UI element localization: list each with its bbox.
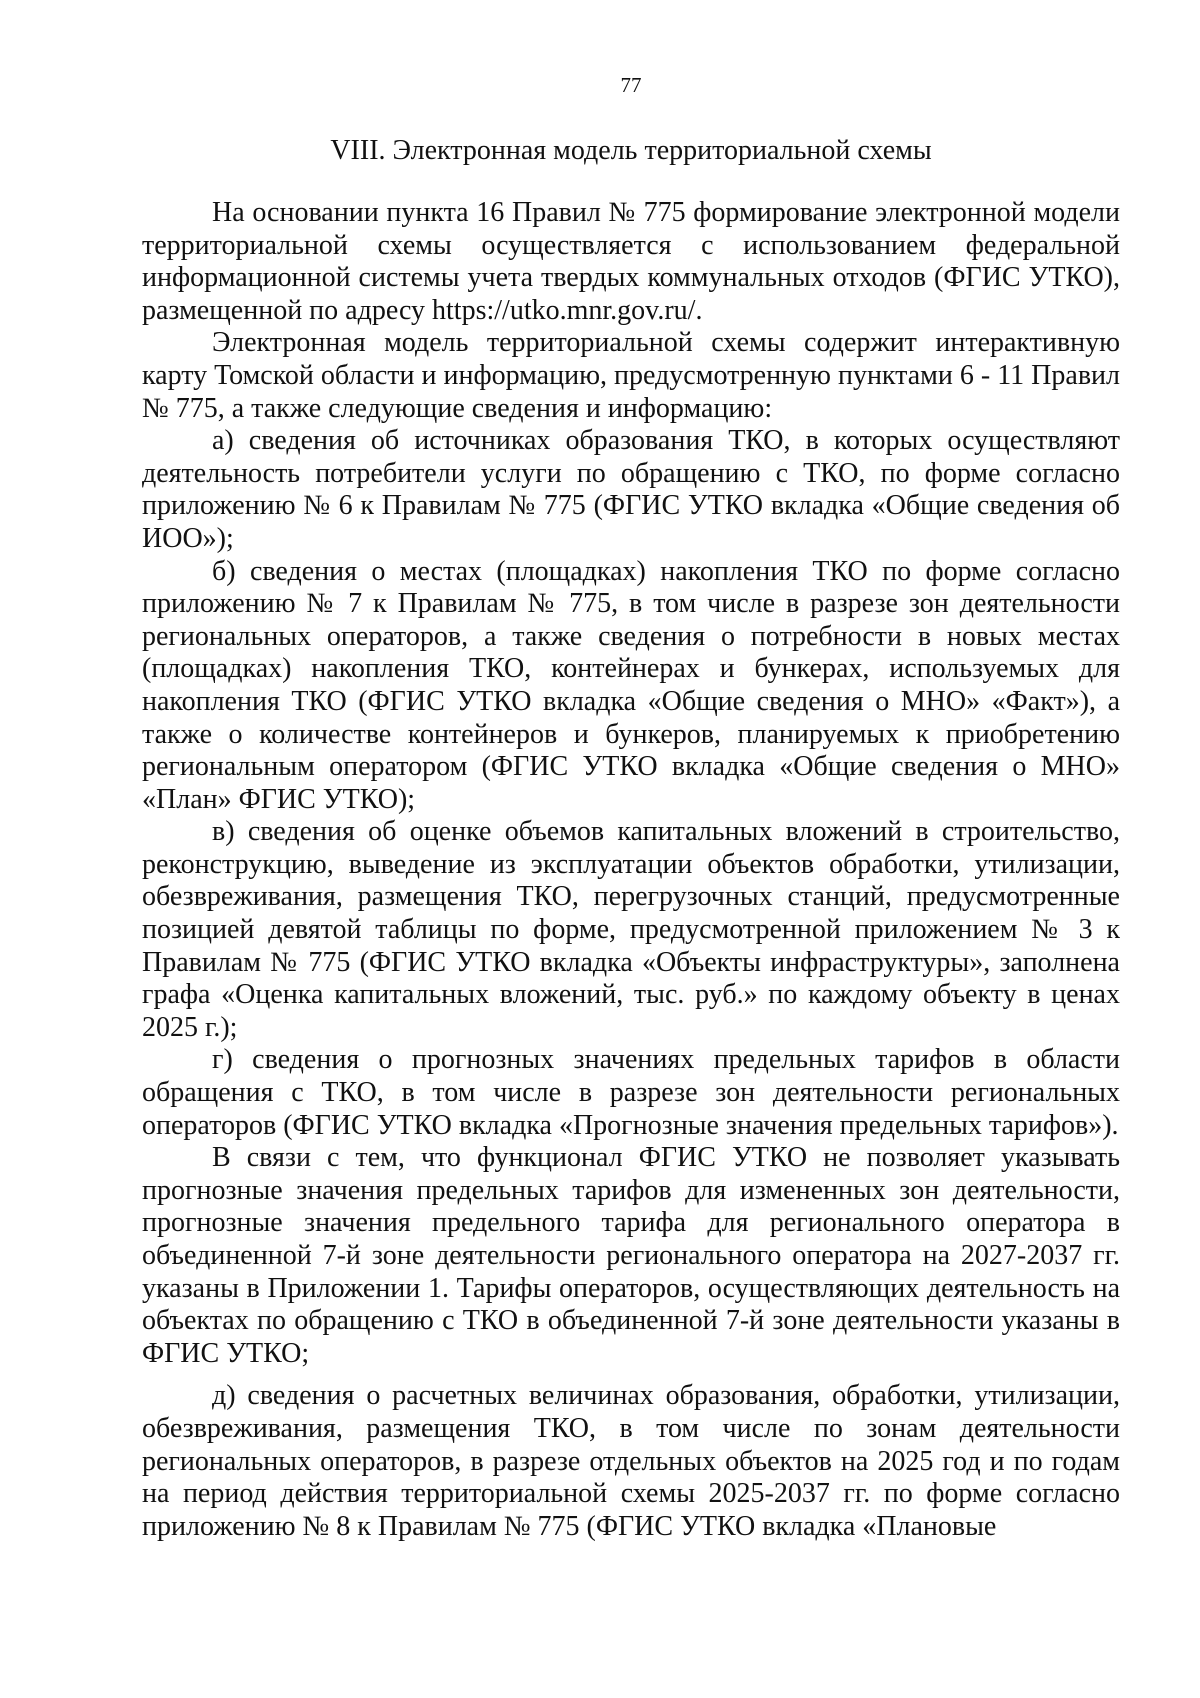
paragraph-item-a: а) сведения об источниках образования ТКО, в которых осуществляют деятельность потребители услуги по обращению с ТКО, по форме согласно приложению № 6 к Правилам № 775 (ФГИС УТКО вкладка «Общие сведения об ИОО»);: [142, 425, 1120, 554]
section-title: VIII. Электронная модель территориальной схемы: [330, 135, 932, 166]
paragraph-item-b: б) сведения о местах (площадках) накопления ТКО по форме согласно приложению № 7 к Правилам № 775, в том числе в разрезе зон деятельности региональных операторов, а также сведения о потребности в новых местах (площадках) накопления ТКО, контейнерах и бункерах, используемых для накопления ТКО (ФГИС УТКО вкладка «Общие сведения о МНО» «Факт»), а также о количестве контейнеров и бункеров, планируемых к приобретению региональным оператором (ФГИС УТКО вкладка «Общие сведения о МНО» «План» ФГИС УТКО);: [142, 555, 1120, 815]
paragraph-item-d: д) сведения о расчетных величинах образования, обработки, утилизации, обезвреживания, размещения ТКО, в том числе по зонам деятельности региональных операторов, в разрезе отдельных объектов на 2025 год и по годам на период действия территориальной схемы 2025-2037 гг. по форме согласно приложению № 8 к Правилам № 775 (ФГИС УТКО вкладка «Плановые: [142, 1380, 1120, 1542]
document-body: [142, 197, 1120, 1543]
paragraph-tariff-note: В связи с тем, что функционал ФГИС УТКО не позволяет указывать прогнозные значения предельных тарифов для измененных зон деятельности, прогнозные значения предельного тарифа для регионального оператора в объединенной 7-й зоне деятельности регионального оператора на 2027-2037 гг. указаны в Приложении 1. Тарифы операторов, осуществляющих деятельность на объектах по обращению с ТКО в объединенной 7-й зоне деятельности указаны в ФГИС УТКО;: [142, 1142, 1120, 1369]
paragraph-model-contents: Электронная модель территориальной схемы содержит интерактивную карту Томской области и информацию, предусмотренную пунктами 6 - 11 Правил № 775, а также следующие сведения и информацию:: [142, 327, 1120, 424]
page-number: 77: [620, 73, 642, 97]
paragraph-legal-basis: На основании пункта 16 Правил № 775 формирование электронной модели территориальной схемы осуществляется с использованием федеральной информационной системы учета твердых коммунальных отходов (ФГИС УТКО), размещенной по адресу https://utko.mnr.gov.ru/.: [142, 197, 1120, 326]
paragraph-item-v: в) сведения об оценке объемов капитальных вложений в строительство, реконструкцию, выведение из эксплуатации объектов обработки, утилизации, обезвреживания, размещения ТКО, перегрузочных станций, предусмотренные позицией девятой таблицы по форме, предусмотренной приложением № 3 к Правилам № 775 (ФГИС УТКО вкладка «Объекты инфраструктуры», заполнена графа «Оценка капитальных вложений, тыс. руб.» по каждому объекту в ценах 2025 г.);: [142, 816, 1120, 1043]
paragraph-item-g: г) сведения о прогнозных значениях предельных тарифов в области обращения с ТКО, в том числе в разрезе зон деятельности региональных операторов (ФГИС УТКО вкладка «Прогнозные значения предельных тарифов»).: [142, 1044, 1120, 1141]
